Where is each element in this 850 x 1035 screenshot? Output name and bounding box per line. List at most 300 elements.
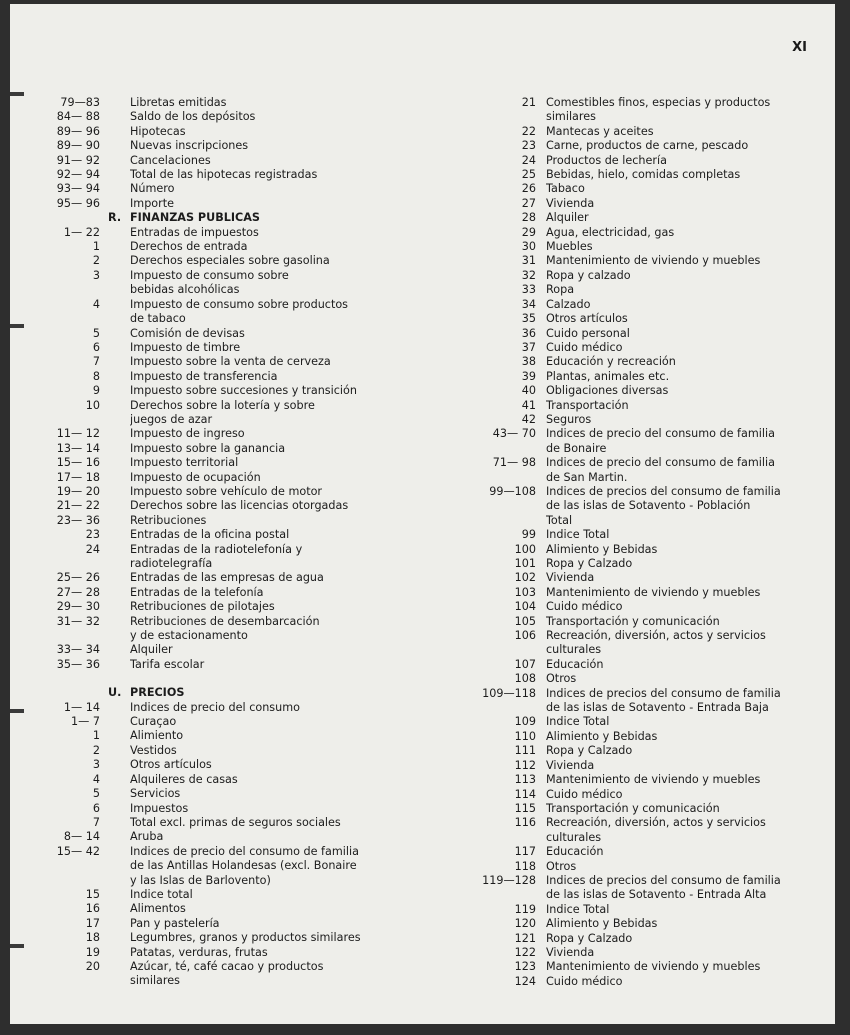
entry-text: Indice Total: [546, 715, 610, 729]
entry-text: Curaçao: [130, 715, 177, 729]
entry-text: Alimiento y Bebidas: [546, 729, 658, 743]
index-entry: [450, 298, 822, 312]
entry-text: Vivienda: [546, 571, 595, 585]
section-letter: [108, 816, 122, 830]
index-entry: [30, 110, 430, 124]
section-letter: [108, 514, 122, 528]
entry-text: Entradas de la oficina postal: [130, 528, 290, 542]
section-letter: [108, 240, 122, 254]
table-number: 101: [514, 557, 536, 570]
index-entry: [450, 788, 822, 802]
index-entry: [30, 830, 430, 844]
table-number: 122: [514, 945, 536, 959]
entry-text: Ropa y Calzado: [546, 744, 633, 758]
entry-text: y de estacionamento: [130, 629, 248, 643]
index-entry: [450, 168, 822, 182]
index-entry: [30, 327, 430, 341]
table-number: [30, 283, 100, 297]
entry-text: Alquiler: [546, 211, 589, 225]
table-number: [30, 557, 100, 571]
index-entry: [450, 125, 822, 139]
entry-text: similares: [130, 974, 180, 988]
table-number: 17— 18: [56, 470, 100, 484]
table-number: 31: [521, 254, 536, 268]
index-entry: [450, 600, 822, 614]
index-entry: [30, 629, 430, 643]
entry-text: Ropa: [546, 283, 575, 297]
index-entry: [450, 327, 822, 341]
table-number: 109: [514, 715, 536, 729]
table-number: [30, 629, 100, 643]
table-number: 19— 20: [56, 484, 100, 498]
section-letter: [108, 485, 122, 499]
table-number: 40: [521, 384, 536, 398]
entry-text: Saldo de los depósitos: [130, 110, 256, 124]
table-number: 25: [521, 168, 536, 182]
entry-text: Comisión de devisas: [130, 326, 245, 340]
entry-text: bebidas alcohólicas: [130, 283, 240, 297]
index-entry: [450, 485, 822, 499]
table-number: 11— 12: [56, 427, 100, 441]
entry-text: Obligaciones diversas: [546, 384, 669, 398]
entry-text: Total: [546, 513, 573, 527]
index-entry: [450, 182, 822, 196]
section-heading-row: [30, 211, 430, 225]
section-letter: [108, 729, 122, 743]
index-entry: [30, 586, 430, 600]
index-entry: [450, 341, 822, 355]
table-number: 91— 92: [56, 153, 100, 167]
table-number: 27: [521, 196, 536, 210]
index-entry: [450, 211, 822, 225]
entry-text: Vivienda: [546, 758, 595, 772]
table-number: 123: [514, 960, 536, 974]
table-number: 23— 36: [56, 513, 100, 527]
section-letter: [108, 643, 122, 657]
table-number: 110: [514, 729, 536, 743]
section-letter: [108, 427, 122, 441]
entry-text: culturales: [546, 643, 602, 657]
entry-text: Cuido personal: [546, 326, 630, 340]
section-letter: [108, 413, 122, 427]
entry-text: Total excl. primas de seguros sociales: [130, 815, 341, 829]
section-letter: [108, 110, 122, 124]
entry-text: Transportación y comunicación: [546, 801, 720, 815]
table-number: 93— 94: [56, 182, 100, 196]
document-page: [10, 4, 835, 1024]
section-letter: U.: [108, 686, 122, 700]
table-number: 115: [514, 801, 536, 815]
index-entry: [30, 499, 430, 513]
table-number: 102: [514, 571, 536, 585]
entry-text: Impuesto sobre la venta de cerveza: [130, 355, 331, 369]
entry-text: Impuesto territorial: [130, 456, 239, 470]
index-entry: [450, 759, 822, 773]
index-entry: [30, 456, 430, 470]
entry-text: Ropa y calzado: [546, 268, 631, 282]
table-number: 38: [521, 355, 536, 369]
index-entry: [30, 715, 430, 729]
index-entry: [30, 514, 430, 528]
entry-text: Impuestos: [130, 801, 189, 815]
index-column-left: [30, 96, 430, 989]
entry-text: Agua, electricidad, gas: [546, 225, 675, 239]
table-number: 6: [92, 801, 100, 815]
index-entry: [450, 269, 822, 283]
index-entry: [30, 960, 430, 974]
table-number: 23: [85, 528, 100, 542]
section-letter: [108, 543, 122, 557]
table-number: 2: [92, 254, 100, 268]
entry-text: Impuesto sobre succesiones y transición: [130, 384, 357, 398]
entry-text: Tabaco: [546, 182, 585, 196]
section-letter: [108, 139, 122, 153]
index-entry: [450, 283, 822, 297]
entry-text: Transportación: [546, 398, 629, 412]
index-entry: [30, 341, 430, 355]
section-letter: [108, 499, 122, 513]
entry-text: Aruba: [130, 830, 164, 844]
index-entry: [30, 874, 430, 888]
table-number: [30, 413, 100, 427]
entry-text: Derechos especiales sobre gasolina: [130, 254, 330, 268]
index-entry: [30, 283, 430, 297]
table-number: 34: [521, 297, 536, 311]
entry-text: Alquileres de casas: [130, 772, 238, 786]
entry-text: Ropa y Calzado: [546, 557, 633, 570]
section-letter: [108, 456, 122, 470]
table-number: 118: [514, 859, 536, 873]
table-number: 84— 88: [56, 110, 100, 124]
entry-text: Bebidas, hielo, comidas completas: [546, 168, 741, 182]
entry-text: Recreación, diversión, actos y servicios: [546, 629, 766, 643]
entry-text: Retribuciones: [130, 513, 207, 527]
table-number: 1— 7: [71, 715, 100, 729]
entry-text: Indices de precio del consumo de familia: [546, 427, 775, 441]
entry-text: Otros artículos: [546, 312, 628, 326]
index-entry: [30, 917, 430, 931]
section-letter: [108, 859, 122, 873]
index-entry: [450, 571, 822, 585]
section-letter: [108, 283, 122, 297]
entry-text: Educación: [546, 657, 604, 671]
section-letter: [108, 312, 122, 326]
index-entry: [450, 701, 822, 715]
entry-text: Importe: [130, 196, 175, 210]
table-number: 37: [521, 340, 536, 354]
table-number: 95— 96: [56, 196, 100, 210]
index-entry: [30, 571, 430, 585]
entry-text: culturales: [546, 830, 602, 844]
table-number: 120: [514, 917, 536, 931]
index-entry: [30, 773, 430, 787]
section-title: FINANZAS PUBLICAS: [130, 211, 260, 225]
table-number: 22: [521, 124, 536, 138]
index-entry: [450, 715, 822, 729]
section-letter: [108, 384, 122, 398]
index-entry: [30, 254, 430, 268]
entry-text: Transportación y comunicación: [546, 614, 720, 628]
table-number: 26: [521, 182, 536, 196]
index-entry: [450, 226, 822, 240]
index-entry: [30, 154, 430, 168]
section-letter: [108, 917, 122, 931]
table-number: 33— 34: [56, 643, 100, 657]
section-letter: [108, 787, 122, 801]
entry-text: Derechos de entrada: [130, 240, 248, 254]
entry-text: Retribuciones de desembarcación: [130, 614, 320, 628]
index-entry: [30, 658, 430, 672]
section-letter: [108, 298, 122, 312]
table-number: 106: [514, 629, 536, 643]
table-number: 116: [514, 816, 536, 830]
index-entry: [30, 758, 430, 772]
section-title: PRECIOS: [130, 686, 185, 700]
table-number: 18: [85, 931, 100, 945]
index-entry: [450, 110, 822, 124]
entry-text: Indices de precios del consumo de familia: [546, 686, 781, 700]
table-number: [450, 442, 536, 456]
entry-text: Indice total: [130, 887, 193, 901]
index-entry: [30, 413, 430, 427]
section-letter: [108, 888, 122, 902]
table-number: 100: [514, 542, 536, 556]
index-entry: [450, 960, 822, 974]
entry-text: Indice Total: [546, 528, 610, 542]
index-entry: [30, 931, 430, 945]
index-entry: [450, 528, 822, 542]
table-number: 20: [85, 959, 100, 973]
entry-text: Alimentos: [130, 902, 186, 916]
table-number: 8— 14: [63, 830, 100, 844]
table-number: 21: [521, 96, 536, 109]
entry-text: Cancelaciones: [130, 153, 211, 167]
index-entry: [450, 154, 822, 168]
table-number: 36: [521, 326, 536, 340]
entry-text: Educación y recreación: [546, 355, 676, 369]
binding-mark: [10, 709, 24, 713]
index-entry: [30, 816, 430, 830]
index-entry: [30, 859, 430, 873]
table-number: 2: [92, 743, 100, 757]
entry-text: Entradas de la radiotelefonía y: [130, 542, 303, 556]
index-entry: [30, 600, 430, 614]
entry-text: Comestibles finos, especias y productos: [546, 96, 771, 109]
entry-text: de tabaco: [130, 312, 186, 326]
index-entry: [450, 816, 822, 830]
index-entry: [30, 615, 430, 629]
table-number: [450, 701, 536, 715]
entry-text: Otros: [546, 672, 577, 686]
index-entry: [30, 888, 430, 902]
entry-text: Recreación, diversión, actos y servicios: [546, 816, 766, 830]
entry-text: Nuevas inscripciones: [130, 139, 249, 153]
index-entry: [30, 370, 430, 384]
index-entry: [30, 643, 430, 657]
index-entry: [30, 902, 430, 916]
section-letter: [108, 701, 122, 715]
entry-text: Seguros: [546, 412, 592, 426]
table-number: 5: [92, 787, 100, 801]
section-letter: [108, 715, 122, 729]
entry-text: Impuesto de ingreso: [130, 427, 245, 441]
table-number: 15— 16: [56, 456, 100, 470]
table-number: 29— 30: [56, 600, 100, 614]
entry-text: Indices de precio del consumo de familia: [130, 844, 359, 858]
index-entry: [30, 384, 430, 398]
index-entry: [30, 312, 430, 326]
entry-text: radiotelegrafía: [130, 557, 213, 570]
entry-text: Legumbres, granos y productos similares: [130, 931, 361, 945]
table-number: 1: [92, 240, 100, 254]
table-number: 92— 94: [56, 168, 100, 182]
index-entry: [450, 254, 822, 268]
table-number: 113: [514, 773, 536, 787]
table-number: 43— 70: [492, 427, 536, 441]
index-entry: [450, 442, 822, 456]
entry-text: Cuido médico: [546, 974, 623, 988]
index-entry: [450, 845, 822, 859]
table-number: 39: [521, 369, 536, 383]
entry-text: Hipotecas: [130, 124, 186, 138]
table-number: 17: [85, 916, 100, 930]
table-number: [30, 312, 100, 326]
entry-text: Impuesto sobre vehículo de motor: [130, 484, 323, 498]
section-letter: R.: [108, 211, 122, 225]
table-number: 79—83: [60, 96, 100, 109]
table-number: 107: [514, 657, 536, 671]
entry-text: de las Antillas Holandesas (excl. Bonaire: [130, 859, 357, 873]
index-entry: [30, 744, 430, 758]
entry-text: Educación: [546, 845, 604, 859]
index-entry: [30, 182, 430, 196]
entry-text: Cuido médico: [546, 600, 623, 614]
entry-text: Indices de precios del consumo de familia: [546, 484, 781, 498]
index-entry: [450, 658, 822, 672]
section-letter: [108, 269, 122, 283]
index-entry: [450, 427, 822, 441]
table-number: 3: [92, 758, 100, 772]
table-number: [450, 888, 536, 902]
index-entry: [30, 442, 430, 456]
entry-text: Pan y pastelería: [130, 916, 220, 930]
table-number: 35: [521, 312, 536, 326]
table-number: [450, 110, 536, 124]
entry-text: juegos de azar: [130, 412, 213, 426]
table-number: [450, 831, 536, 845]
entry-text: Vivienda: [546, 196, 595, 210]
index-entry: [450, 355, 822, 369]
section-letter: [108, 586, 122, 600]
index-entry: [450, 399, 822, 413]
table-number: 35— 36: [56, 657, 100, 671]
entry-text: Otros artículos: [130, 758, 212, 772]
index-entry: [30, 399, 430, 413]
entry-text: Muebles: [546, 240, 593, 254]
entry-text: Mantenimiento de viviendo y muebles: [546, 254, 761, 268]
index-entry: [30, 269, 430, 283]
section-letter: [108, 874, 122, 888]
entry-text: Cuido médico: [546, 340, 623, 354]
section-letter: [108, 615, 122, 629]
entry-text: de San Martin.: [546, 470, 628, 484]
table-number: 1: [92, 729, 100, 743]
table-number: 15: [85, 887, 100, 901]
index-entry: [450, 514, 822, 528]
table-number: 89— 90: [56, 139, 100, 153]
index-entry: [450, 499, 822, 513]
table-number: 111: [514, 744, 536, 758]
table-number: 10: [85, 398, 100, 412]
table-number: 124: [514, 974, 536, 988]
table-number: 114: [514, 787, 536, 801]
binding-mark: [10, 944, 24, 948]
entry-text: Indice Total: [546, 902, 610, 916]
table-number: 112: [514, 758, 536, 772]
table-number: 24: [85, 542, 100, 556]
section-letter: [108, 182, 122, 196]
entry-text: Tarifa escolar: [130, 657, 205, 671]
table-number: 5: [92, 326, 100, 340]
index-entry: [450, 773, 822, 787]
entry-text: Alquiler: [130, 643, 173, 657]
entry-text: Indices de precio del consumo de familia: [546, 456, 775, 470]
entry-text: similares: [546, 110, 596, 124]
index-entry: [450, 831, 822, 845]
table-number: 42: [521, 412, 536, 426]
index-entry: [450, 744, 822, 758]
section-letter: [108, 758, 122, 772]
index-entry: [450, 586, 822, 600]
index-entry: [450, 615, 822, 629]
index-entry: [30, 946, 430, 960]
entry-text: Calzado: [546, 297, 591, 311]
table-number: 16: [85, 902, 100, 916]
index-entry: [30, 528, 430, 542]
table-number: 23: [521, 139, 536, 153]
table-number: 104: [514, 600, 536, 614]
table-number: 25— 26: [56, 571, 100, 585]
table-number: [30, 874, 100, 888]
table-number: 99: [521, 528, 536, 542]
table-number: 15— 42: [56, 844, 100, 858]
entry-text: de las islas de Sotavento - Entrada Baja: [546, 701, 769, 715]
section-letter: [108, 571, 122, 585]
index-entry: [30, 543, 430, 557]
section-letter: [108, 658, 122, 672]
index-entry: [450, 370, 822, 384]
section-letter: [108, 557, 122, 571]
table-number: [30, 686, 100, 700]
index-entry: [450, 384, 822, 398]
table-number: 109—118: [482, 686, 536, 700]
entry-text: Número: [130, 182, 175, 196]
table-number: 32: [521, 268, 536, 282]
index-entry: [450, 687, 822, 701]
index-entry: [450, 917, 822, 931]
table-number: [450, 514, 536, 528]
index-entry: [30, 845, 430, 859]
entry-text: Servicios: [130, 787, 181, 801]
entry-text: Impuesto de consumo sobre: [130, 268, 289, 282]
table-number: 119: [514, 902, 536, 916]
index-entry: [30, 557, 430, 571]
table-number: 8: [92, 369, 100, 383]
table-number: 103: [514, 585, 536, 599]
index-entry: [450, 312, 822, 326]
table-number: 13— 14: [56, 441, 100, 455]
section-letter: [108, 974, 122, 988]
